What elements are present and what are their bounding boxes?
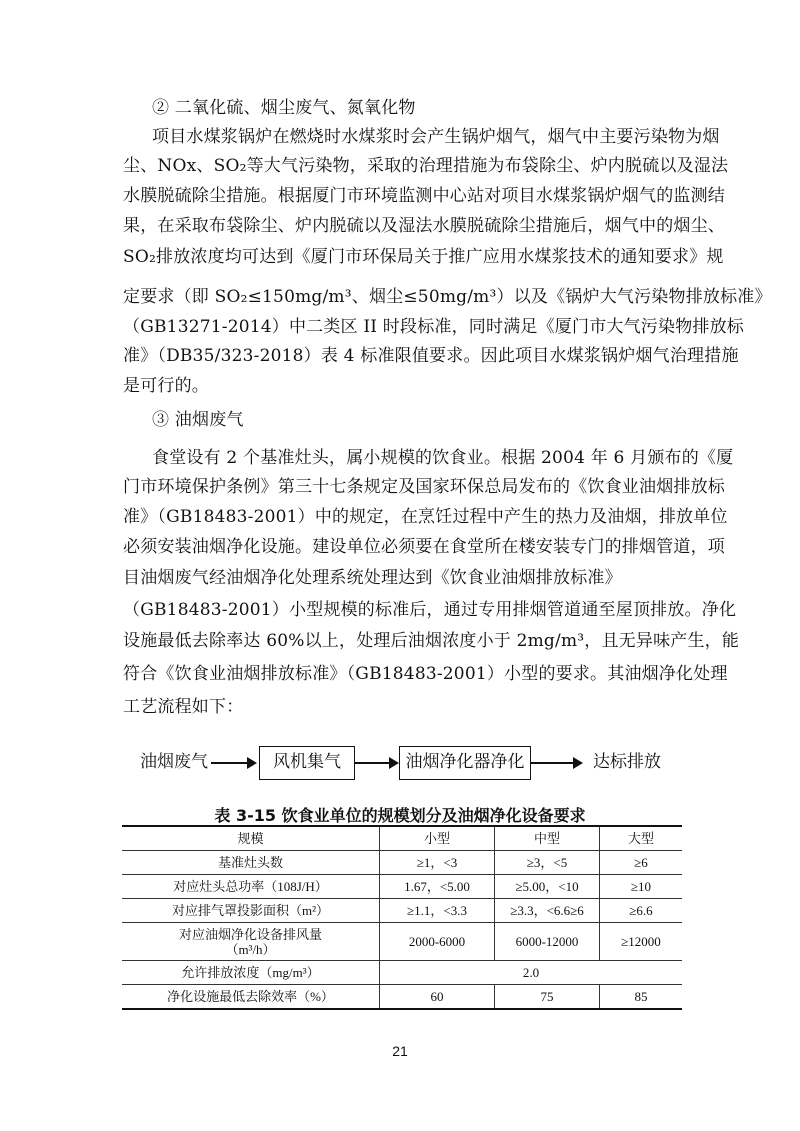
section-heading-so2: ② 二氧化硫、烟尘废气、氮氧化物 xyxy=(152,98,416,118)
table-cell: ≥12000 xyxy=(600,923,683,961)
table-cell: ≥6.6 xyxy=(600,899,683,923)
table-cell: ≥1，<3 xyxy=(380,851,495,875)
table-row xyxy=(122,851,682,875)
table-cell: ≥5.00，<10 xyxy=(495,875,600,899)
table-cell: 6000-12000 xyxy=(495,923,600,961)
flow-box-fan: 风机集气 xyxy=(259,746,355,780)
flow-arrow xyxy=(211,762,255,764)
table-cell: 1.67，<5.00 xyxy=(380,875,495,899)
paragraph-line: 工艺流程如下： xyxy=(123,697,244,717)
table-header-row xyxy=(122,826,682,851)
table-cell: ≥6 xyxy=(600,851,683,875)
table-row xyxy=(122,875,682,899)
flow-arrow xyxy=(355,762,397,764)
table-cell: 60 xyxy=(380,985,495,1010)
paragraph-line: 果，在采取布袋除尘、炉内脱硫以及湿法水膜脱硫除尘措施后，烟气中的烟尘、 xyxy=(123,216,725,236)
paragraph-line: （GB13271-2014）中二类区 II 时段标准，同时满足《厦门市大气污染物排放标 xyxy=(123,317,744,337)
table-cell: ≥3.3，<6.6≥6 xyxy=(495,899,600,923)
paragraph-line: 准》（DB35/323-2018）表 4 标准限值要求。因此项目水煤浆锅炉烟气治理措施 xyxy=(123,346,739,366)
table-header-cell: 规模 xyxy=(122,826,380,851)
table-row xyxy=(122,985,682,1010)
standards-table xyxy=(122,825,682,1010)
table-header-cell: 中型 xyxy=(495,826,600,851)
table-caption: 表 3-15 饮食业单位的规模划分及油烟净化设备要求 xyxy=(214,806,586,825)
paragraph-line: 必须安装油烟净化设施。建设单位必须要在食堂所在楼安装专门的排烟管道，项 xyxy=(123,537,725,557)
flow-end-label: 达标排放 xyxy=(593,752,661,772)
paragraph-line: 食堂设有 2 个基准灶头，属小规模的饮食业。根据 2004 年 6 月颁布的《厦 xyxy=(152,448,734,468)
table-cell: 对应油烟净化设备排风量（m³/h） xyxy=(122,923,380,961)
flow-arrow xyxy=(531,762,581,764)
paragraph-line: 目油烟废气经油烟净化处理系统处理达到《饮食业油烟排放标准》 xyxy=(123,568,622,588)
table-cell: 75 xyxy=(495,985,600,1010)
flow-box-purifier: 油烟净化器净化 xyxy=(399,746,531,780)
table-cell: 基准灶头数 xyxy=(122,851,380,875)
table-cell: 允许排放浓度（mg/m³） xyxy=(122,961,380,985)
paragraph-line: SO₂排放浓度均可达到《厦门市环保局关于推广应用水煤浆技术的通知要求》规 xyxy=(123,247,724,267)
page-number: 21 xyxy=(392,1043,408,1059)
table-cell: 2000-6000 xyxy=(380,923,495,961)
table-cell: ≥3，<5 xyxy=(495,851,600,875)
table-cell: ≥1.1，<3.3 xyxy=(380,899,495,923)
paragraph-line: 定要求（即 SO₂≤150mg/m³、烟尘≤50mg/m³）以及《锅炉大气污染物排放标准》 xyxy=(123,287,772,307)
paragraph-line: 准》（GB18483-2001）中的规定，在烹饪过程中产生的热力及油烟，排放单位 xyxy=(123,507,728,527)
paragraph-line: 是可行的。 xyxy=(123,376,209,396)
flow-start-label: 油烟废气 xyxy=(140,752,208,772)
table-header-cell: 大型 xyxy=(600,826,683,851)
paragraph-line: 门市环境保护条例》第三十七条规定及国家环保总局发布的《饮食业油烟排放标 xyxy=(123,477,725,497)
table-cell-merged: 2.0 xyxy=(380,961,683,985)
paragraph-line: 尘、NOx、SO₂等大气污染物，采取的治理措施为布袋除尘、炉内脱硫以及湿法 xyxy=(123,156,729,176)
table-row xyxy=(122,961,682,985)
table-row xyxy=(122,923,682,961)
table-cell: 对应灶头总功率（108J/H） xyxy=(122,875,380,899)
table-cell: 85 xyxy=(600,985,683,1010)
paragraph-line: （GB18483-2001）小型规模的标准后，通过专用排烟管道通至屋顶排放。净化 xyxy=(123,600,737,620)
paragraph-line: 符合《饮食业油烟排放标准》（GB18483-2001）小型的要求。其油烟净化处理 xyxy=(123,664,728,684)
paragraph-line: 设施最低去除率达 60%以上，处理后油烟浓度小于 2mg/m³，且无异味产生，能 xyxy=(123,631,740,651)
table-cell: 净化设施最低去除效率（%） xyxy=(122,985,380,1010)
table-header-cell: 小型 xyxy=(380,826,495,851)
paragraph-line: 水膜脱硫除尘措施。根据厦门市环境监测中心站对项目水煤浆锅炉烟气的监测结 xyxy=(123,186,725,206)
section-heading-oil-fume: ③ 油烟废气 xyxy=(152,410,244,430)
paragraph-line: 项目水煤浆锅炉在燃烧时水煤浆时会产生锅炉烟气，烟气中主要污染物为烟 xyxy=(152,127,720,147)
table-cell: 对应排气罩投影面积（m²） xyxy=(122,899,380,923)
table-cell: ≥10 xyxy=(600,875,683,899)
process-flow-diagram xyxy=(123,743,683,787)
table-row xyxy=(122,899,682,923)
